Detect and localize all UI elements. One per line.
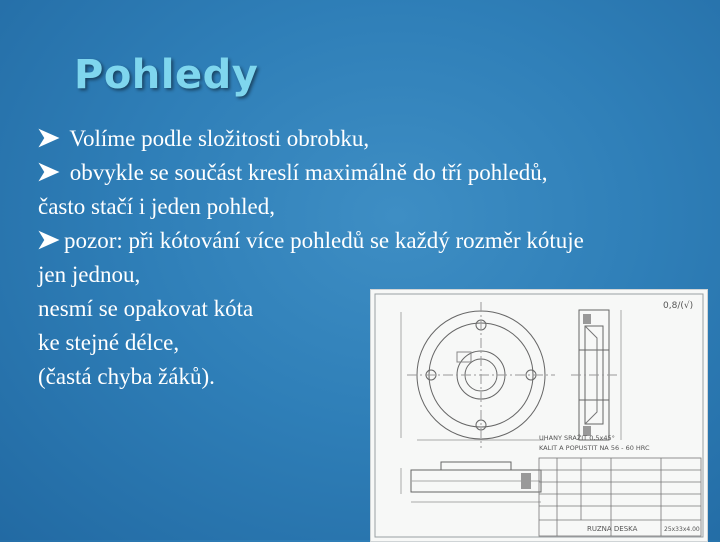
roughness-mark: 0,8/(√) [663,301,694,311]
continuation-line: (častá chyba žáků). [38,364,215,389]
arrow-bullet-icon [38,128,60,148]
drawing-note-2: KALIT A POPUSTIT NA 56 - 60 HRC [539,444,650,452]
continuation-line: ke stejné délce, [38,330,180,355]
arrow-bullet-icon [38,162,60,182]
continuation-line: nesmí se opakovat kóta [38,296,254,321]
side-view [571,310,621,440]
slide-title: Pohledy [74,52,259,98]
bottom-view [401,462,541,502]
bullet-text: pozor: při kótování více pohledů se každý rozměr kótuje jen jednou, [38,228,584,287]
drawing-note-1: UHANY SRAŽIT 0,5x45° [539,434,615,442]
bullet-item [38,156,598,224]
bullet-text: obvykle se součást kreslí maximálně do tří pohledů, často stačí i jeden pohled, [38,160,548,219]
part-number: 25x33x4.00 [664,526,700,533]
front-view [401,302,555,448]
bullet-text: Volíme podle složitosti obrobku, [64,126,370,151]
bullet-item [38,224,598,292]
bullet-item [38,122,598,156]
part-name: RUZNA DESKA [587,525,638,533]
technical-drawing-image [370,289,708,542]
arrow-bullet-icon [38,230,60,250]
technical-drawing [371,290,707,541]
